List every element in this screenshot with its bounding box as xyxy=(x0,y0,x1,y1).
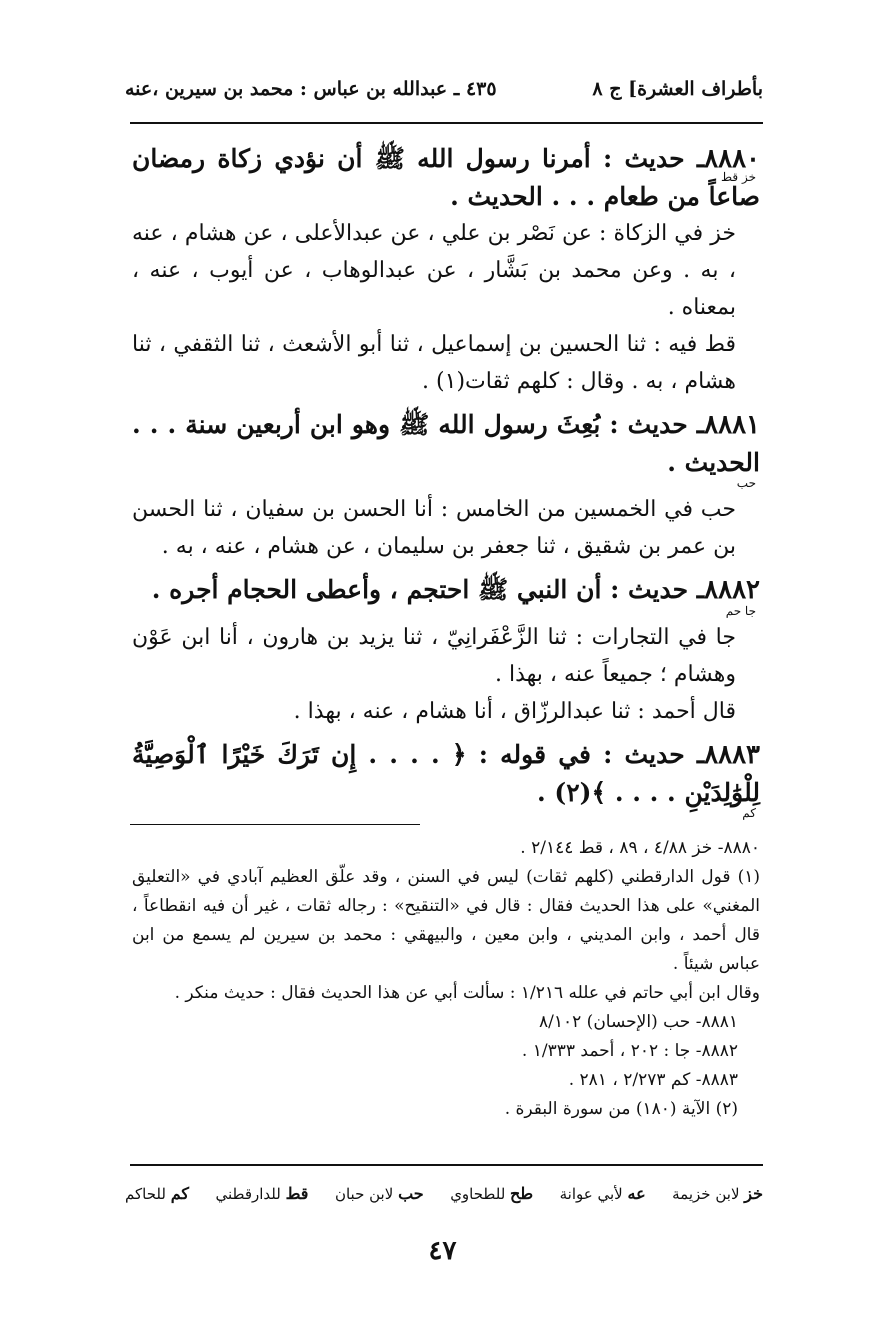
abbreviation-item xyxy=(672,1184,763,1203)
bottom-rule xyxy=(130,1164,763,1166)
footnotes xyxy=(132,834,760,1124)
abbreviation-item xyxy=(125,1184,189,1203)
entry-sigla: حب xyxy=(736,476,756,490)
footnote-rule xyxy=(130,824,420,825)
header-rule xyxy=(130,122,763,124)
abbreviation-code: كم xyxy=(170,1184,189,1203)
abbreviation-code: طح xyxy=(510,1184,534,1203)
running-header xyxy=(125,78,763,100)
abbreviation-name: لأبي عوانة xyxy=(559,1185,623,1203)
footnote: ٨٨٨١- حب (الإحسان) ٨/١٠٢ xyxy=(539,1012,738,1032)
page-number: ٤٧ xyxy=(428,1236,457,1266)
entry-sigla: جا حم xyxy=(725,604,756,618)
entry-heading-text: ـ حديث : أمرنا رسول الله ﷺ أن نؤدي زكاة رمضان صاعاً من طعام . . . الحديث . xyxy=(132,144,760,211)
entry-8883 xyxy=(132,736,760,819)
entry-heading-text: ـ حديث : في قوله : ﴿ . . . . إِن تَرَكَ خَيْرًا ٱلْوَصِيَّةُ لِلْوَٰلِدَيْنِ . . . . ﴾(٢) . xyxy=(132,740,760,807)
abbreviation-item xyxy=(450,1184,533,1203)
abbreviation-code: عه xyxy=(627,1184,646,1203)
entry-number: ٨٨٨٣ xyxy=(704,740,760,770)
abbreviation-code: خز xyxy=(744,1184,763,1203)
entry-number: ٨٨٨٠ xyxy=(704,144,760,174)
entry-8880 xyxy=(132,140,760,400)
abbreviation-item xyxy=(335,1184,424,1203)
footnote: ٨٨٨٠- خز ٤/٨٨ ، ٨٩ ، قط ٢/١٤٤ . xyxy=(520,838,760,858)
entry-8881 xyxy=(132,406,760,565)
entry-paragraph: جا في التجارات : ثنا الزَّعْفَرانِيّ ، ثنا يزيد بن هارون ، أنا ابن عَوْن وهشام ؛ جميعاً عنه ، بهذا . xyxy=(132,625,736,687)
entry-heading xyxy=(132,140,760,215)
main-text xyxy=(132,140,760,821)
abbreviation-code: حب xyxy=(398,1184,424,1203)
entry-paragraph: حب في الخمسين من الخامس : أنا الحسن بن سفيان ، ثنا الحسن بن عمر بن شقيق ، ثنا جعفر بن سليمان ، عن هشام ، عنه ، به . xyxy=(132,497,736,559)
entry-heading-text: ـ حديث : بُعِثَ رسول الله ﷺ وهو ابن أربعين سنة . . . الحديث . xyxy=(132,410,760,477)
abbreviation-name: للدارقطني xyxy=(215,1185,281,1203)
abbreviation-code: قط xyxy=(285,1184,309,1203)
entry-number: ٨٨٨٢ xyxy=(704,575,760,605)
entry-paragraph: قط فيه : ثنا الحسين بن إسماعيل ، ثنا أبو الأشعث ، ثنا الثقفي ، ثنا هشام ، به . وقال : كلهم ثقات(١) . xyxy=(132,332,736,394)
footnote: (٢) الآية (١٨٠) من سورة البقرة . xyxy=(504,1099,738,1119)
entry-sigla: خز قط xyxy=(721,170,756,184)
abbreviation-name: لابن حبان xyxy=(334,1185,394,1203)
entry-heading xyxy=(132,406,760,481)
footnote: ٨٨٨٣- كم ٢/٢٧٣ ، ٢٨١ . xyxy=(568,1070,738,1090)
header-chapter-title: ٤٣٥ ـ عبدالله بن عباس : محمد بن سيرين ،عنه xyxy=(125,78,497,100)
footnote: (١) قول الدارقطني (كلهم ثقات) ليس في السنن ، وقد علّق العظيم آبادي في «التعليق المغني» على هذا الحديث فقال : قال في «التنقيح» : رجاله ثقات ، غير أن فيه انقطاعاً ، قال أحمد ، وابن المديني ، وابن معين ، والبيهقي : محمد بن سيرين لم يسمع من ابن عباس شيئاً . xyxy=(132,867,760,974)
entry-sigla: كم xyxy=(742,806,756,820)
entry-heading xyxy=(132,736,760,811)
entry-heading-text: ـ حديث : أن النبي ﷺ احتجم ، وأعطى الحجام أجره . xyxy=(151,575,705,604)
entry-number: ٨٨٨١ xyxy=(704,410,760,440)
entry-paragraph: خز في الزكاة : عن نَصْر بن علي ، عن عبدالأعلى ، عن هشام ، عنه ، به . وعن محمد بن بَشَّار ، عن عبدالوهاب ، عن أيوب ، عنه ، بمعناه . xyxy=(132,221,736,320)
header-book-title: بأطراف العشرة] ج ٨ xyxy=(592,78,763,100)
abbreviation-item xyxy=(216,1184,309,1203)
abbreviation-name: للحاكم xyxy=(125,1185,166,1203)
abbreviation-key xyxy=(125,1184,763,1203)
entry-paragraph: قال أحمد : ثنا عبدالرزّاق ، أنا هشام ، عنه ، بهذا . xyxy=(293,699,736,724)
abbreviation-name: للطحاوي xyxy=(450,1185,506,1203)
entry-heading xyxy=(132,571,760,609)
footnote: ٨٨٨٢- جا : ٢٠٢ ، أحمد ١/٣٣٣ . xyxy=(521,1041,738,1061)
abbreviation-name: لابن خزيمة xyxy=(672,1185,740,1203)
footnote: وقال ابن أبي حاتم في علله ١/٢١٦ : سألت أبي عن هذا الحديث فقال : حديث منكر . xyxy=(174,983,760,1003)
entry-8882 xyxy=(132,571,760,730)
abbreviation-item xyxy=(560,1184,646,1203)
